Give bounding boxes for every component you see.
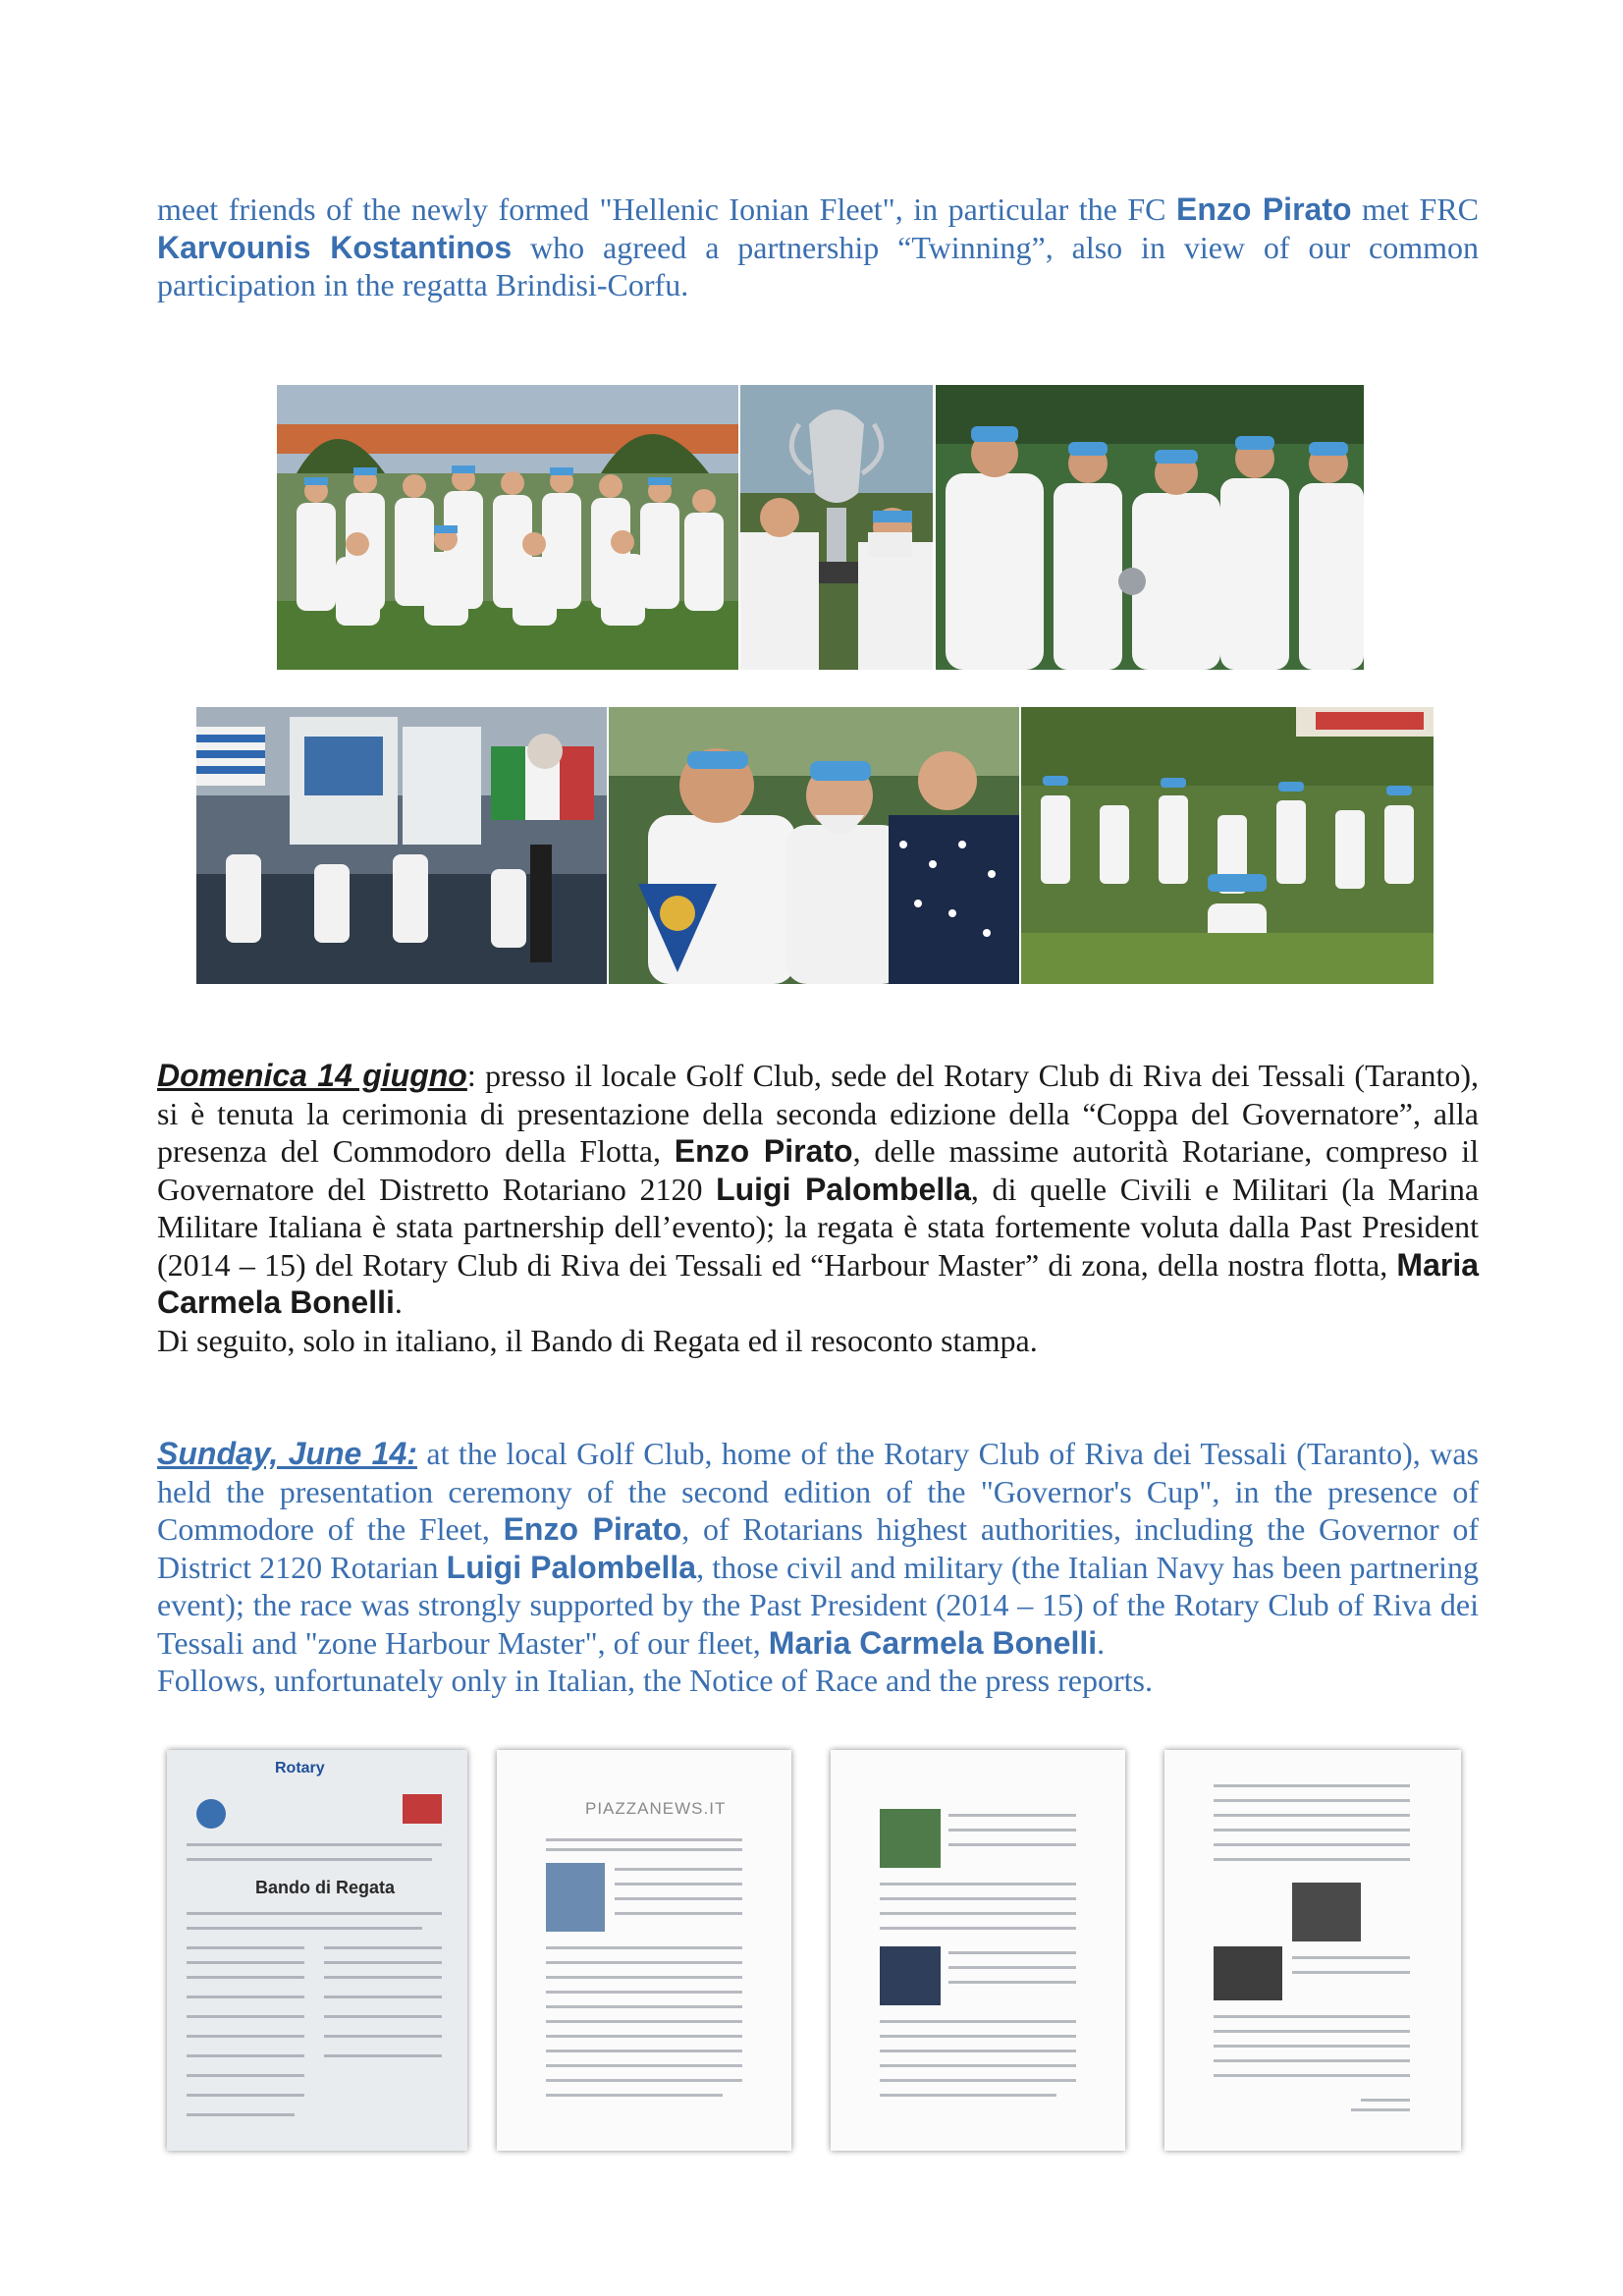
photo-medal-ceremony	[936, 385, 1364, 670]
italian-name-maria-carmela-bonelli: Maria Carmela Bonelli	[157, 1246, 1479, 1320]
name-enzo-pirato: Enzo Pirato	[1176, 191, 1352, 227]
doc3-photo-1	[880, 1809, 941, 1868]
english-name-luigi-palombella: Luigi Palombella	[446, 1549, 697, 1585]
english-paragraph	[157, 1435, 1479, 1700]
italian-name-enzo-pirato: Enzo Pirato	[674, 1133, 853, 1169]
english-text-4: .	[1097, 1624, 1106, 1661]
english-text-2: , of Rotarians highest authorities, including the Governor of District 2120 Rotarian	[157, 1511, 1480, 1585]
photo-trophy	[740, 385, 933, 670]
italian-date-lead: Domenica 14 giugno	[157, 1058, 467, 1093]
name-karvounis-kostantinos: Karvounis Kostantinos	[157, 229, 513, 265]
doc1-brand: Rotary	[275, 1760, 325, 1777]
photo-stage-flags	[196, 707, 607, 984]
italian-text-2: , delle massime autorità Rotariane, compreso il Governatore del Distretto Rotariano 2120	[157, 1133, 1480, 1207]
italian-paragraph	[157, 1057, 1479, 1359]
doc-notice-of-race	[167, 1750, 467, 2151]
italian-line-2: Di seguito, solo in italiano, il Bando di Regata ed il resoconto stampa.	[157, 1322, 1038, 1358]
english-name-maria-carmela-bonelli: Maria Carmela Bonelli	[768, 1624, 1098, 1661]
doc1-logo-right	[403, 1794, 442, 1824]
italian-name-luigi-palombella: Luigi Palombella	[716, 1171, 971, 1207]
english-text-1: at the local Golf Club, home of the Rotary Club of Riva dei Tessali (Taranto), was held the presentation ceremony of the second edition of the "Governor's Cup", in the presence of Commodore of the Fleet,	[157, 1436, 1480, 1547]
photo-crew-group	[277, 385, 738, 670]
doc4-photo-1	[1292, 1883, 1361, 1941]
doc1-title: Bando di Regata	[255, 1878, 396, 1897]
doc4-photo-2	[1214, 1946, 1282, 2000]
intro-text-2: met FRC	[1351, 191, 1480, 227]
doc-press-report-2	[831, 1750, 1125, 2151]
english-name-enzo-pirato: Enzo Pirato	[503, 1511, 682, 1547]
doc2-photo	[546, 1863, 605, 1932]
intro-paragraph	[157, 191, 1479, 304]
doc-press-report-1	[497, 1750, 791, 2151]
doc-press-report-3	[1164, 1750, 1461, 2151]
photo-rotary-pennant	[609, 707, 1019, 984]
photo-crowd-garden	[1021, 707, 1434, 984]
english-text-3: , those civil and military (the Italian Navy has been partnering event); the race was strongly supported by the Past President (2014 – 15) of the Rotary Club of Riva dei Tessali and "zone Harbour Master", of our fleet,	[157, 1549, 1480, 1661]
doc1-logo-left	[196, 1799, 226, 1829]
english-line-2: Follows, unfortunately only in Italian, the Notice of Race and the press reports.	[157, 1663, 1153, 1698]
italian-text-1: : presso il locale Golf Club, sede del Rotary Club di Riva dei Tessali (Taranto), si è tenuta la cerimonia di presentazione della seconda edizione della “Coppa del Governatore”, alla presenza del Commodoro della Flotta,	[157, 1058, 1480, 1169]
english-date-lead: Sunday, June 14:	[157, 1436, 417, 1471]
italian-text-4: .	[394, 1285, 403, 1320]
doc3-photo-2	[880, 1946, 941, 2005]
intro-text-3: who agreed a partnership “Twinning”, also in view of our common participation in the regatta Brindisi-Corfu.	[157, 229, 1480, 302]
italian-text-3: , di quelle Civili e Militari (la Marina Militare Italiana è stata partnership dell’evento); la regata è stata fortemente voluta dalla Past President (2014 – 15) del Rotary Club di Riva dei Tessali ed “Harbour Master” di zona, della nostra flotta,	[157, 1171, 1480, 1283]
doc2-masthead: PIAZZANEWS.IT	[585, 1799, 727, 1818]
intro-text-1: meet friends of the newly formed "Hellenic Ionian Fleet", in particular the FC	[157, 191, 1176, 227]
